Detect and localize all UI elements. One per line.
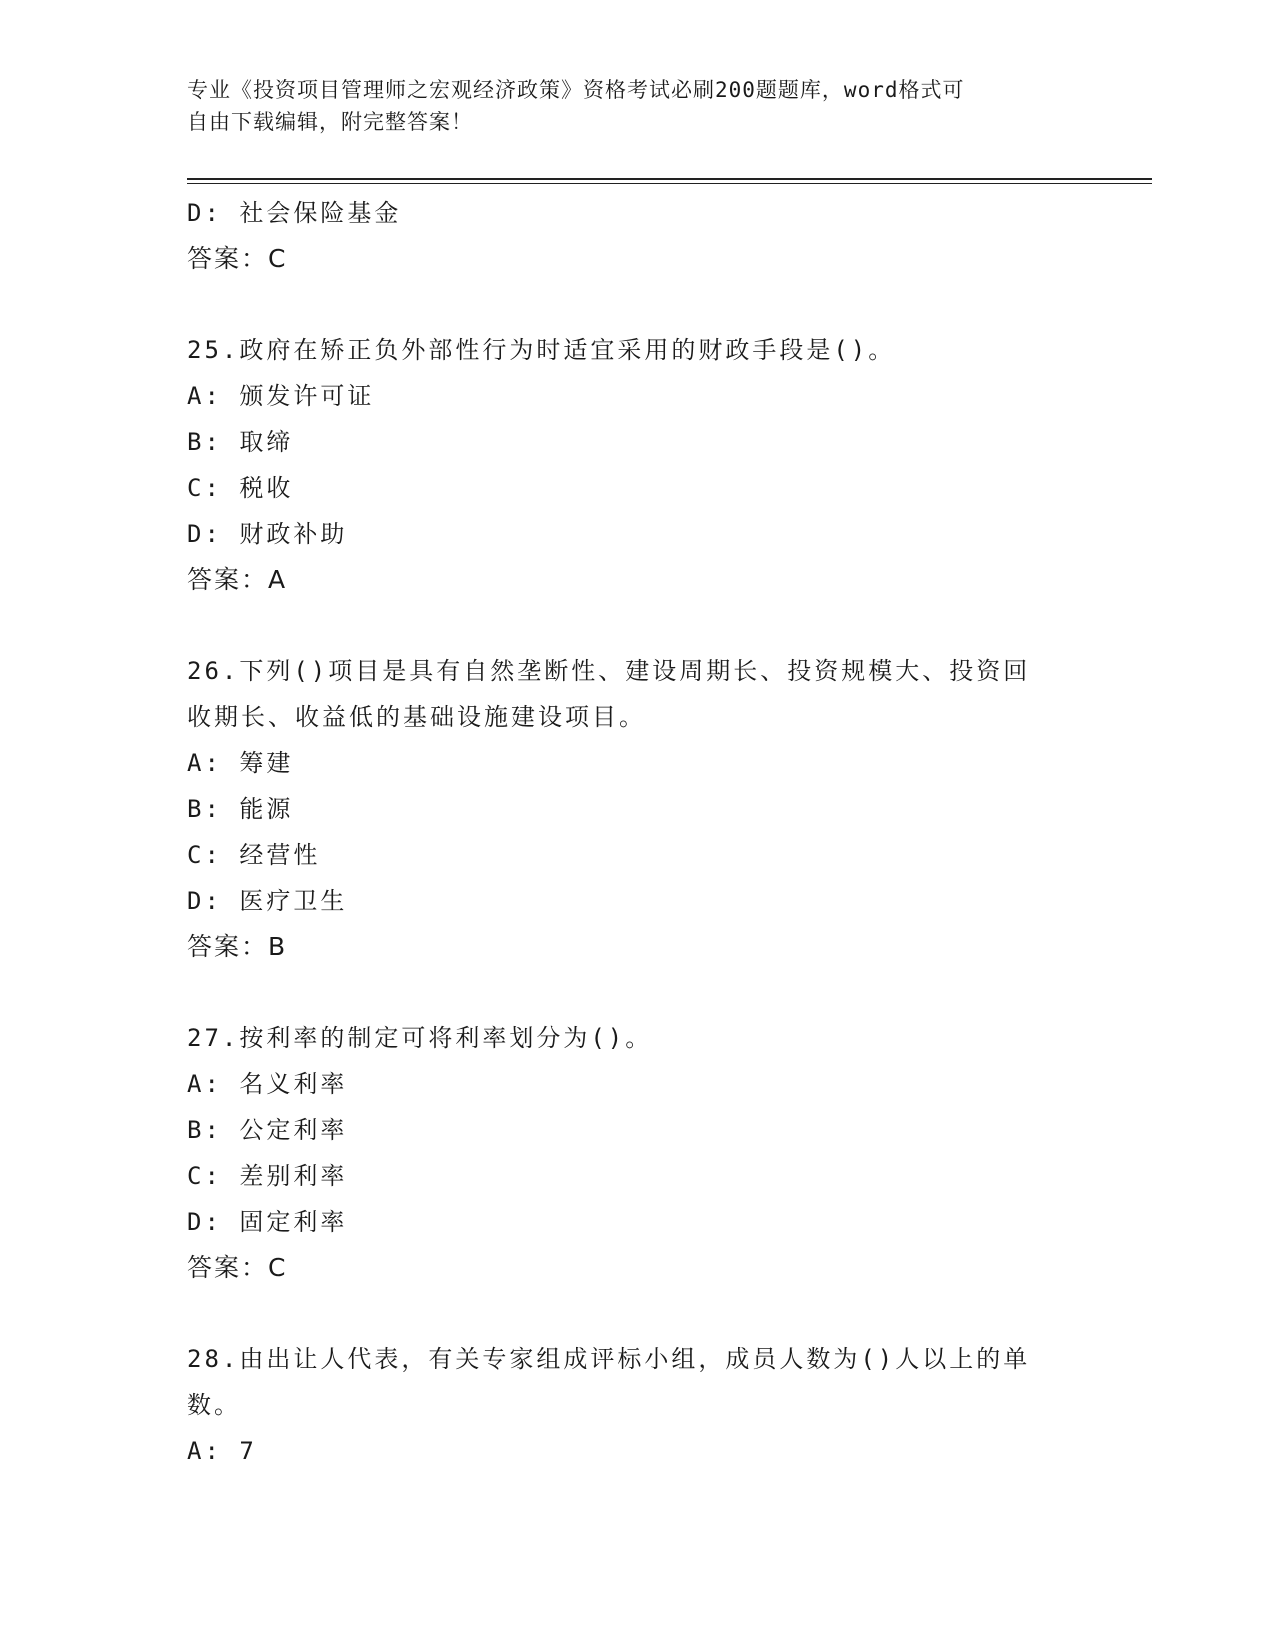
header-line-2: 自由下载编辑，附完整答案！ <box>187 110 473 134</box>
question-26 <box>187 648 1087 970</box>
question-stem: 27.按利率的制定可将利率划分为()。 <box>187 1024 653 1052</box>
option-a: A: 颁发许可证 <box>187 382 375 410</box>
question-28 <box>187 1336 1087 1474</box>
question-list <box>187 190 1087 1474</box>
option-d: D: 医疗卫生 <box>187 887 348 915</box>
question-stem-line-2: 数。 <box>187 1391 241 1419</box>
option-b: B: 公定利率 <box>187 1116 348 1144</box>
question-stem-line-1: 26.下列()项目是具有自然垄断性、建设周期长、投资规模大、投资回 <box>187 657 1031 685</box>
option-a: A: 7 <box>187 1437 257 1465</box>
option-c: C: 经营性 <box>187 841 321 869</box>
question-stem: 25.政府在矫正负外部性行为时适宜采用的财政手段是()。 <box>187 336 896 364</box>
option-c: C: 差别利率 <box>187 1162 348 1190</box>
answer: 答案：A <box>187 565 288 594</box>
option-a: A: 名义利率 <box>187 1070 348 1098</box>
option-b: B: 取缔 <box>187 428 294 456</box>
question-25 <box>187 327 1087 603</box>
option-d: D: 社会保险基金 <box>187 199 402 227</box>
header-divider <box>187 178 1152 184</box>
page-header <box>187 74 1067 138</box>
option-d: D: 固定利率 <box>187 1208 348 1236</box>
answer: 答案：C <box>187 244 288 273</box>
answer: 答案：B <box>187 932 288 961</box>
spacer <box>187 970 1087 1015</box>
question-stem-line-1: 28.由出让人代表，有关专家组成评标小组，成员人数为()人以上的单 <box>187 1345 1031 1373</box>
question-27 <box>187 1015 1087 1291</box>
answer: 答案：C <box>187 1253 288 1282</box>
option-d: D: 财政补助 <box>187 520 348 548</box>
option-c: C: 税收 <box>187 474 294 502</box>
spacer <box>187 1291 1087 1336</box>
option-a: A: 筹建 <box>187 749 294 777</box>
spacer <box>187 282 1087 327</box>
option-b: B: 能源 <box>187 795 294 823</box>
question-stem-line-2: 收期长、收益低的基础设施建设项目。 <box>187 703 646 731</box>
header-line-1: 专业《投资项目管理师之宏观经济政策》资格考试必刷200题题库，word格式可 <box>187 78 965 102</box>
spacer <box>187 603 1087 648</box>
